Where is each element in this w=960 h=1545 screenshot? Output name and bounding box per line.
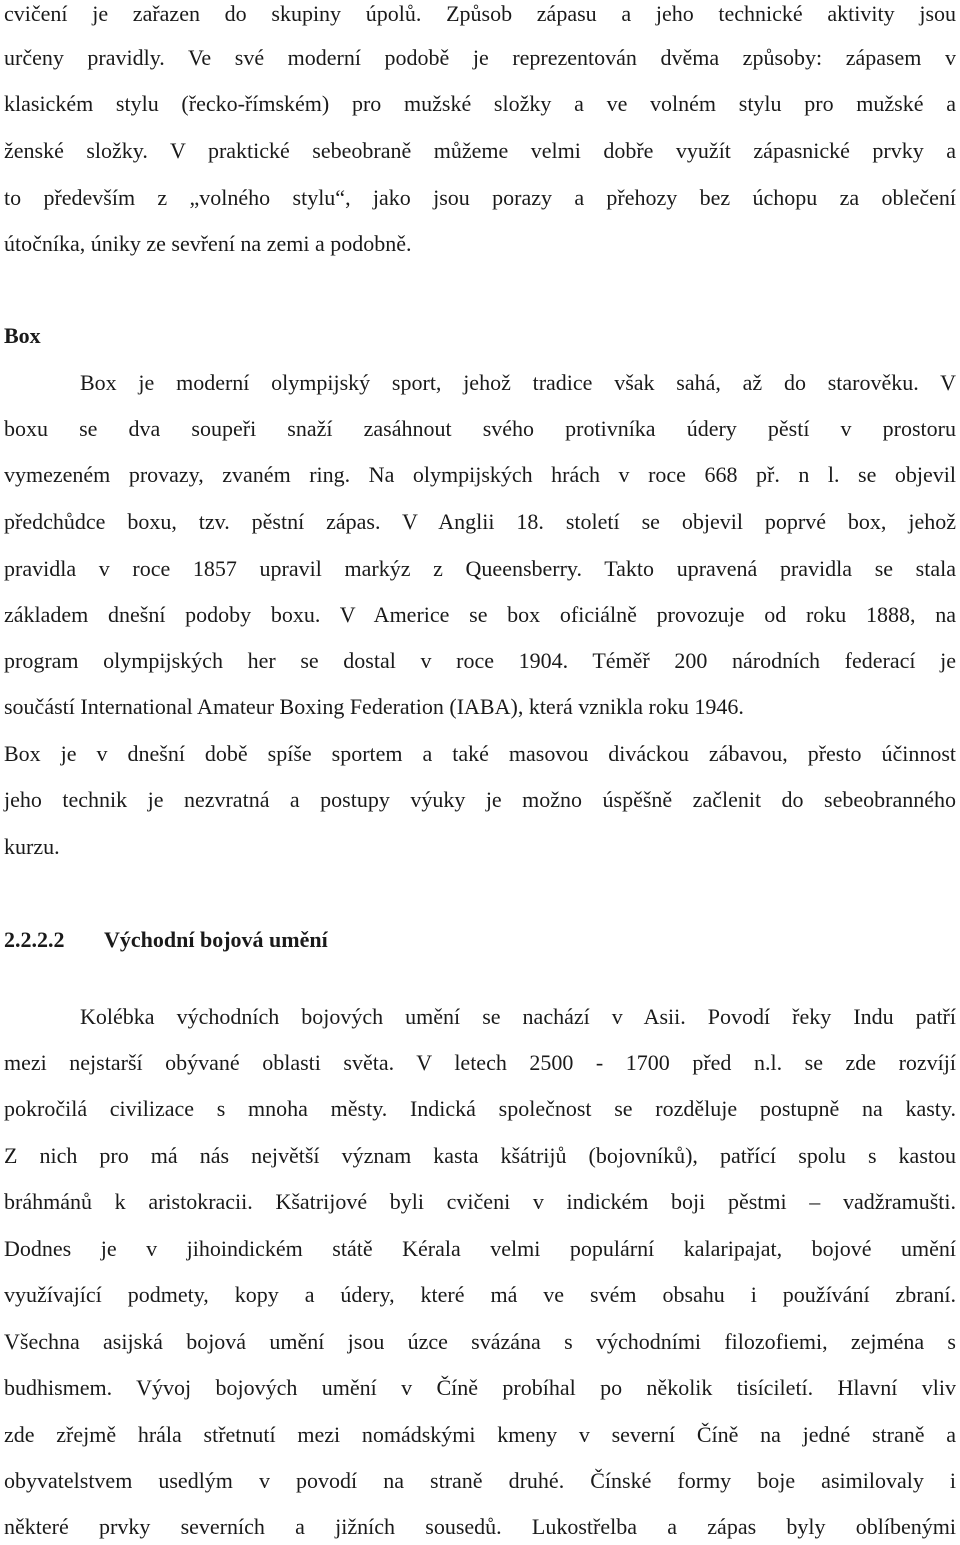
text-line: program olympijských her se dostal v roce 1904. Téměř 200 národních federací je <box>4 648 956 673</box>
text-line: cvičení je zařazen do skupiny úpolů. Způsob zápasu a jeho technické aktivity jsou <box>4 1 956 26</box>
text-line: kurzu. <box>4 834 60 859</box>
text-line: některé prvky severních a jižních sousedů. Lukostřelba a zápas byly oblíbenými <box>4 1514 956 1539</box>
text-line: Kolébka východních bojových umění se nachází v Asii. Povodí řeky Indu patří <box>80 1004 956 1029</box>
text-line: ženské složky. V praktické sebeobraně můžeme velmi dobře využít zápasnické prvky a <box>4 138 956 163</box>
text-line: Dodnes je v jihoindickém státě Kérala velmi populární kalaripajat, bojové umění <box>4 1236 956 1261</box>
text-line: součástí International Amateur Boxing Federation (IABA), která vznikla roku 1946. <box>4 694 744 719</box>
text-line: útočníka, úniky ze sevření na zemi a podobně. <box>4 231 412 256</box>
text-line: využívající podmety, kopy a údery, které má ve svém obsahu i používání zbraní. <box>4 1282 956 1307</box>
text-line: zde zřejmě hrála střetnutí mezi nomádskými kmeny v severní Číně na jedné straně a <box>4 1422 956 1447</box>
section-heading-eastern: Východní bojová umění <box>104 927 328 952</box>
text-line: vymezeném provazy, zvaném ring. Na olympijských hrách v roce 668 př. n l. se objevil <box>4 462 956 487</box>
text-line: obyvatelstvem usedlým v povodí na straně druhé. Čínské formy boje asimilovaly i <box>4 1468 956 1493</box>
text-line: Z nich pro má nás největší význam kasta kšátrijů (bojovníků), patřící spolu s kastou <box>4 1143 956 1168</box>
section-heading-box: Box <box>4 323 41 348</box>
text-line: určeny pravidly. Ve své moderní podobě je reprezentován dvěma způsoby: zápasem v <box>4 45 956 70</box>
text-line: pokročilá civilizace s mnoha městy. Indická společnost se rozděluje postupně na kasty. <box>4 1096 956 1121</box>
section-number: 2.2.2.2 <box>4 927 65 952</box>
text-line: bráhmánů k aristokracii. Kšatrijové byli cvičeni v indickém boji pěstmi – vadžramušti. <box>4 1189 956 1214</box>
text-line: jeho technik je nezvratná a postupy výuky je možno úspěšně začlenit do sebeobranného <box>4 787 956 812</box>
text-line: pravidla v roce 1857 upravil markýz z Queensberry. Takto upravená pravidla se stala <box>4 556 956 581</box>
text-line: základem dnešní podoby boxu. V Americe se box oficiálně provozuje od roku 1888, na <box>4 602 956 627</box>
text-line: budhismem. Vývoj bojových umění v Číně probíhal po několik tisíciletí. Hlavní vliv <box>4 1375 956 1400</box>
text-line: předchůdce boxu, tzv. pěstní zápas. V Anglii 18. století se objevil poprvé box, jehož <box>4 509 956 534</box>
text-line: Box je v dnešní době spíše sportem a také masovou diváckou zábavou, přesto účinnost <box>4 741 956 766</box>
text-line: Box je moderní olympijský sport, jehož tradice však sahá, až do starověku. V <box>80 370 956 395</box>
text-line: klasickém stylu (řecko-římském) pro mužské složky a ve volném stylu pro mužské a <box>4 91 956 116</box>
text-line: mezi nejstarší obývané oblasti světa. V letech 2500 - 1700 před n.l. se zde rozvíjí <box>4 1050 956 1075</box>
text-line: to především z „volného stylu“, jako jsou porazy a přehozy bez úchopu za oblečení <box>4 185 956 210</box>
text-line: Všechna asijská bojová umění jsou úzce svázána s východními filozofiemi, zejména s <box>4 1329 956 1354</box>
text-line: boxu se dva soupeři snaží zasáhnout svého protivníka údery pěstí v prostoru <box>4 416 956 441</box>
